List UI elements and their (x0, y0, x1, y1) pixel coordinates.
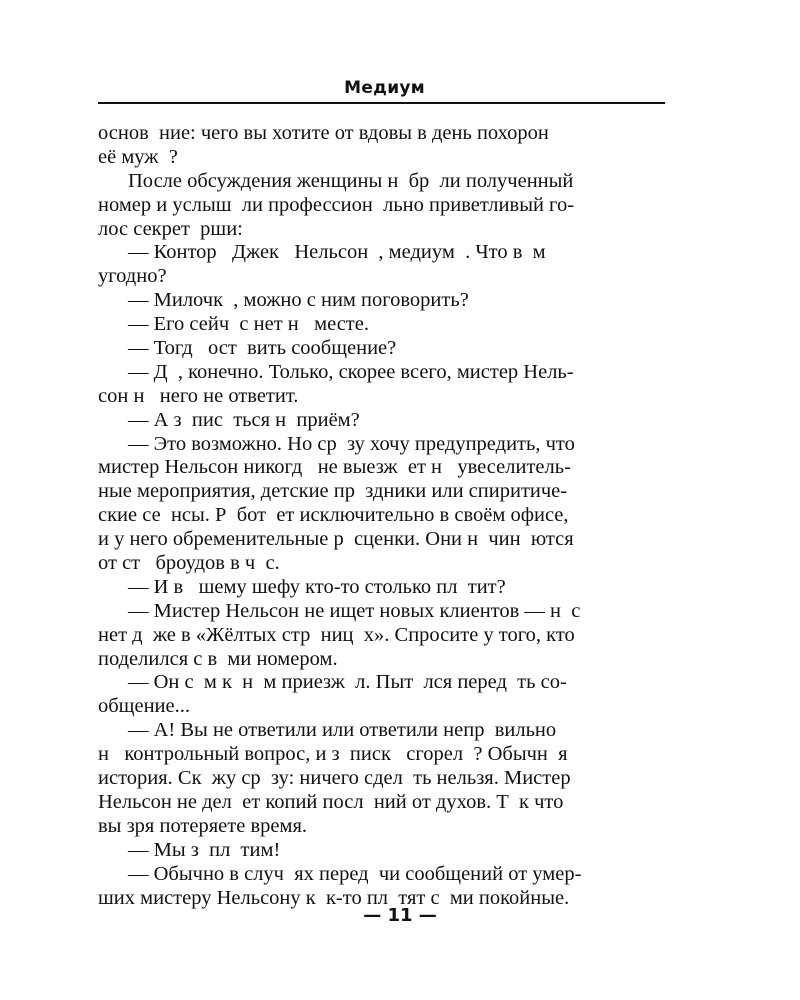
text-line: — А! Вы не ответили или ответили непр вильно (128, 719, 557, 742)
text-line: мистер Нельсон никогд не выезж ет н увеселитель- (98, 456, 571, 479)
text-line: — Обычно в случ ях перед чи сообщений от умер- (128, 862, 582, 885)
text-line: — Он с м к н м приезж л. Пыт лся перед ть со- (128, 671, 567, 694)
text-line: от ст броудов в ч с. (98, 552, 280, 575)
text-line: ные мероприятия, детские пр здники или спиритиче- (98, 480, 568, 503)
text-line: номер и услыш ли профессион льно приветливый го- (98, 193, 575, 216)
text-line: история. Ск жу ср зу: ничего сдел ть нельзя. Мистер (98, 767, 571, 790)
text-line: — А з пис ться н приём? (128, 408, 360, 431)
text-line: — Д , конечно. Только, скорее всего, мистер Нель- (128, 360, 574, 383)
text-line: ские се нсы. Р бот ет исключительно в своём офисе, (98, 504, 569, 527)
text-line: и у него обременительные р сценки. Они н чин ются (98, 528, 574, 551)
text-line: сон н него не ответит. (98, 384, 299, 407)
text-line: — Мы з пл тим! (128, 838, 281, 861)
text-line: основ ние: чего вы хотите от вдовы в день похорон (98, 122, 549, 144)
text-line: ших мистеру Нельсону к к-то пл тят с ми покойные. (98, 886, 570, 909)
text-line: лос секрет рши: (98, 217, 243, 240)
text-line: нет д же в «Жёлтых стр ниц х». Спросите у того, кто (98, 623, 575, 646)
text-line: — Контор Джек Нельсон , медиум . Что в м (128, 241, 546, 264)
text-line: — Это возможно. Но ср зу хочу предупредить, что (128, 432, 575, 455)
text-line: — Тогд ост вить сообщение? (128, 337, 397, 360)
text-line: После обсуждения женщины н бр ли полученный (128, 169, 574, 192)
text-line: Нельсон не дел ет копий посл ний от духов. Т к что (98, 790, 564, 813)
page-number: — 11 — (363, 905, 437, 926)
text-line: — Милочк , можно с ним поговорить? (128, 289, 469, 312)
text-line: вы зря потеряете время. (98, 814, 308, 837)
text-line: — Его сейч с нет н месте. (128, 313, 369, 336)
text-line: угодно? (98, 265, 167, 288)
running-title: Медиум (344, 78, 425, 98)
text-line: её муж ? (98, 145, 178, 168)
text-line: поделился с в ми номером. (98, 647, 338, 670)
body-text (98, 122, 665, 910)
text-line: общение... (98, 695, 190, 718)
text-line: н контрольный вопрос, и з пиcк сгорел ? Обычн я (98, 743, 568, 766)
text-line: — Мистер Нельсон не ищет новых клиентов — н с (128, 599, 581, 622)
running-header (98, 76, 665, 104)
text-line: — И в шему шефу кто-то столько пл тит? (128, 575, 506, 598)
